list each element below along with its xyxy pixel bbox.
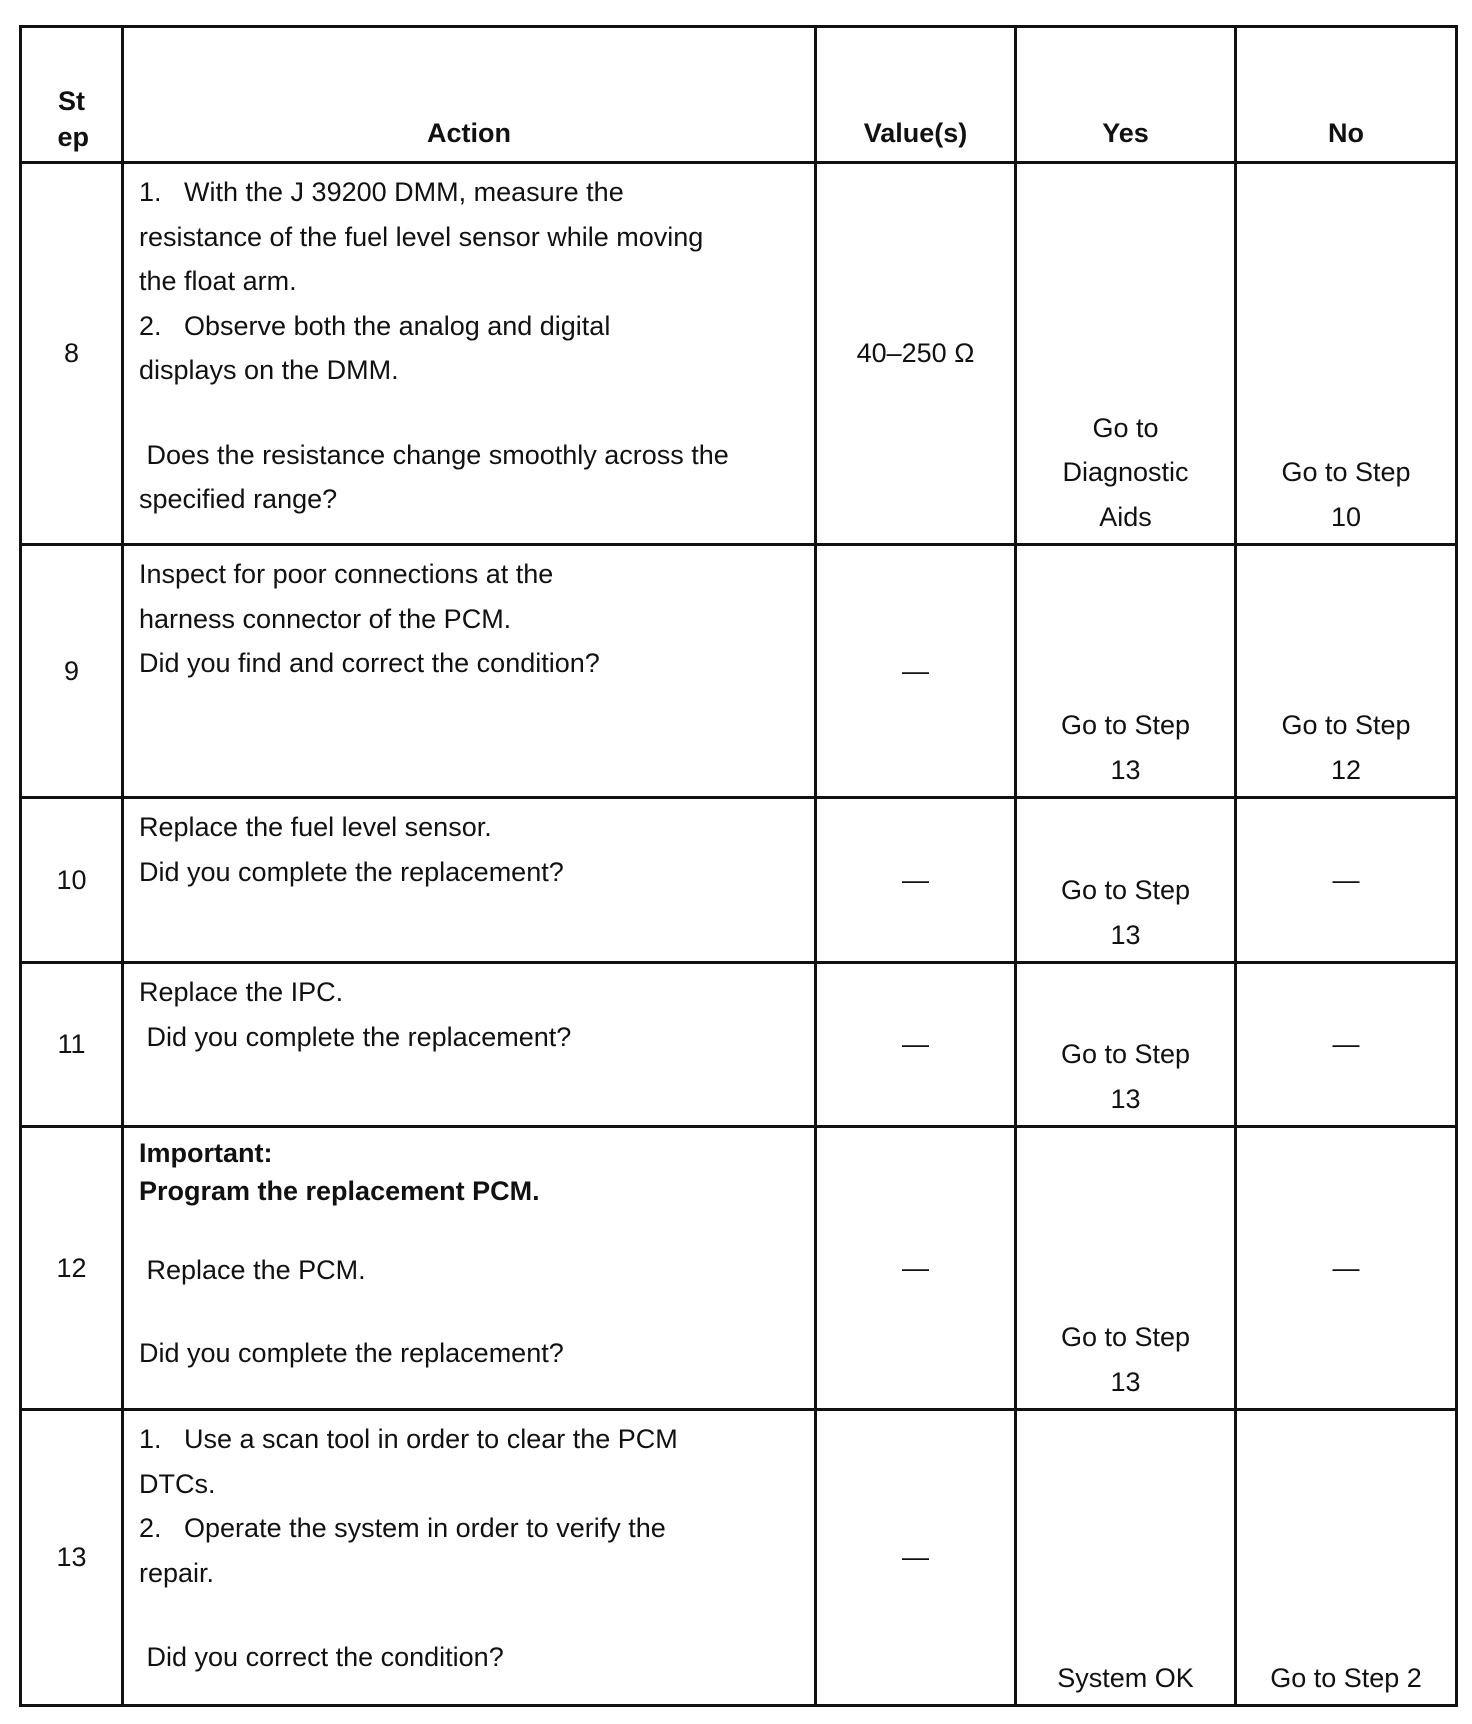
- header-action: Action: [123, 27, 816, 163]
- step-number: 12: [21, 1127, 123, 1410]
- step-number: 9: [21, 545, 123, 798]
- header-step-label: St ep: [57, 86, 90, 152]
- step-number: 13: [21, 1410, 123, 1706]
- value-cell: —: [816, 963, 1016, 1127]
- important-text: Program the replacement PCM.: [139, 1176, 540, 1206]
- action-step: 1. With the J 39200 DMM, measure the resistance of the fuel level sensor while moving the float arm.: [139, 177, 711, 296]
- header-step: [21, 27, 123, 163]
- no-cell: —: [1236, 963, 1457, 1127]
- yes-cell: [1016, 545, 1236, 798]
- yes-text: Go to Step 13: [1060, 875, 1191, 950]
- yes-cell: [1016, 798, 1236, 963]
- action-question: Did you correct the condition?: [139, 1642, 504, 1672]
- table-row: [21, 163, 1457, 545]
- yes-cell: [1016, 963, 1236, 1127]
- action-cell: [123, 1410, 816, 1706]
- yes-text: Go to Step 13: [1060, 1039, 1191, 1114]
- value-cell: —: [816, 545, 1016, 798]
- no-cell: [1236, 545, 1457, 798]
- action-step: 1. Use a scan tool in order to clear the PCM DTCs.: [139, 1424, 686, 1499]
- table-row: [21, 1410, 1457, 1706]
- diagnostic-table: [19, 25, 1458, 1707]
- action-question: Does the resistance change smoothly across the specified range?: [139, 439, 737, 514]
- table-row: [21, 545, 1457, 798]
- step-number: 11: [21, 963, 123, 1127]
- header-values: Value(s): [816, 27, 1016, 163]
- step-number: 10: [21, 798, 123, 963]
- no-text: Go to Step 12: [1281, 710, 1411, 785]
- action-cell: [123, 163, 816, 545]
- yes-cell: [1016, 1127, 1236, 1410]
- no-cell: —: [1236, 798, 1457, 963]
- table-row: [21, 798, 1457, 963]
- action-step: 2. Observe both the analog and digital displays on the DMM.: [139, 310, 618, 385]
- action-question: Did you complete the replacement?: [139, 1021, 572, 1052]
- no-cell: [1236, 163, 1457, 545]
- action-cell: [123, 963, 816, 1127]
- value-cell: 40–250 Ω: [816, 163, 1016, 545]
- header-yes: Yes: [1016, 27, 1236, 163]
- action-text: Replace the IPC.: [139, 977, 344, 1007]
- action-cell: [123, 545, 816, 798]
- yes-cell: System OK: [1016, 1410, 1236, 1706]
- action-step: 2. Operate the system in order to verify the repair.: [139, 1513, 674, 1588]
- value-cell: —: [816, 798, 1016, 963]
- action-question: Did you complete the replacement?: [139, 1337, 564, 1368]
- step-number: 8: [21, 163, 123, 545]
- header-row: [21, 27, 1457, 163]
- action-question: Did you find and correct the condition?: [139, 648, 600, 678]
- yes-text: Go to Step 13: [1060, 710, 1191, 785]
- value-cell: —: [816, 1127, 1016, 1410]
- action-text: Replace the PCM.: [139, 1255, 366, 1285]
- table-row: [21, 963, 1457, 1127]
- value-cell: —: [816, 1410, 1016, 1706]
- no-cell: Go to Step 2: [1236, 1410, 1457, 1706]
- table-row: [21, 1127, 1457, 1410]
- action-question: Did you complete the replacement?: [139, 856, 564, 887]
- yes-text: Go to Step 13: [1060, 1322, 1191, 1397]
- action-text: Inspect for poor connections at the harness connector of the PCM.: [139, 559, 561, 634]
- no-text: Go to Step 10: [1281, 457, 1411, 532]
- action-text: Replace the fuel level sensor.: [139, 812, 492, 842]
- header-no: No: [1236, 27, 1457, 163]
- yes-text: Go to Diagnostic Aids: [1062, 412, 1189, 532]
- action-cell: [123, 798, 816, 963]
- yes-cell: [1016, 163, 1236, 545]
- no-cell: —: [1236, 1127, 1457, 1410]
- action-cell: [123, 1127, 816, 1410]
- important-label: Important:: [139, 1138, 273, 1168]
